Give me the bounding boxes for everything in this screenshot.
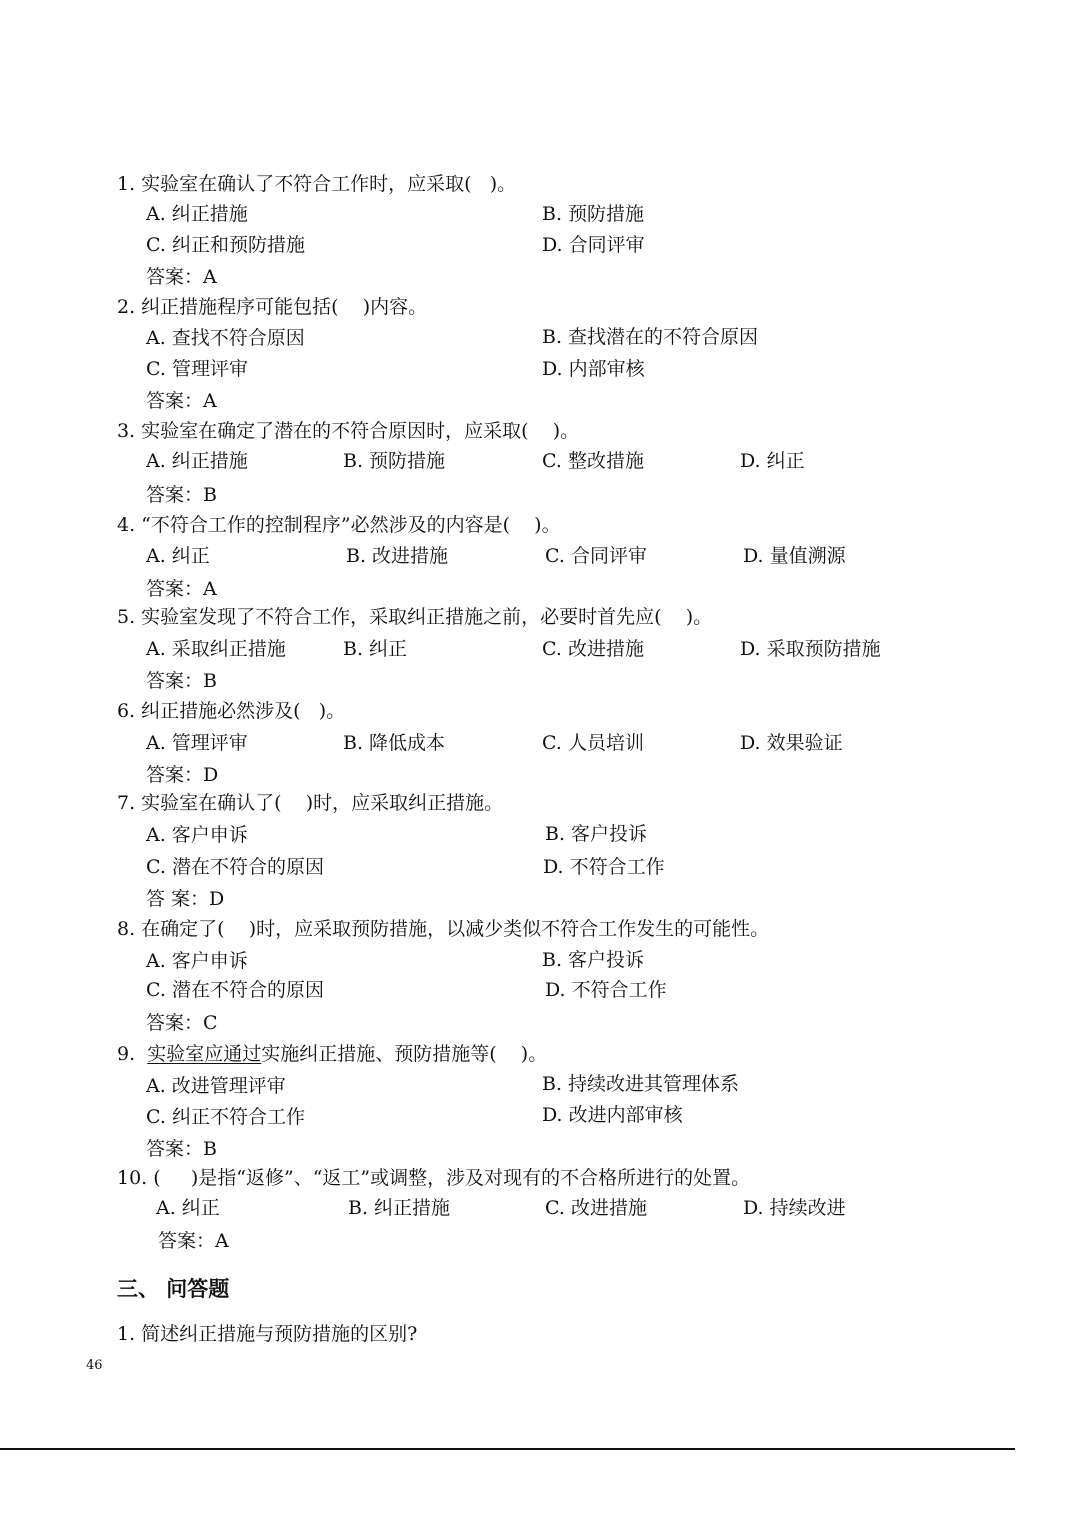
question-6-option-a: A. 管理评审 bbox=[146, 732, 248, 754]
question-4-answer: 答案：A bbox=[146, 578, 217, 600]
question-3-stem: 3. 实验室在确定了潜在的不符合原因时，应采取( )。 bbox=[117, 420, 580, 442]
question-10-answer: 答案：A bbox=[158, 1230, 229, 1252]
question-9-option-b: B. 持续改进其管理体系 bbox=[542, 1073, 740, 1095]
question-9-option-c: C. 纠正不符合工作 bbox=[146, 1106, 305, 1128]
question-2-option-c: C. 管理评审 bbox=[146, 358, 248, 380]
question-4-stem: 4. “不符合工作的控制程序”必然涉及的内容是( )。 bbox=[117, 514, 561, 536]
question-7-answer: 答 案：D bbox=[146, 888, 225, 910]
question-10-option-d: D. 持续改进 bbox=[743, 1197, 846, 1219]
question-10-option-c: C. 改进措施 bbox=[545, 1197, 647, 1219]
question-8-option-c: C. 潜在不符合的原因 bbox=[146, 979, 324, 1001]
question-3-answer: 答案：B bbox=[146, 484, 217, 506]
question-8-option-b: B. 客户投诉 bbox=[542, 949, 645, 971]
question-1-answer: 答案：A bbox=[146, 266, 217, 288]
question-1-stem: 1. 实验室在确认了不符合工作时，应采取( )。 bbox=[117, 173, 517, 195]
question-2-answer: 答案：A bbox=[146, 390, 217, 412]
question-7-option-c: C. 潜在不符合的原因 bbox=[146, 856, 324, 878]
question-6-stem: 6. 纠正措施必然涉及( )。 bbox=[117, 700, 346, 722]
question-3-option-c: C. 整改措施 bbox=[542, 450, 644, 472]
question-3-option-d: D. 纠正 bbox=[740, 450, 805, 472]
question-4-option-c: C. 合同评审 bbox=[545, 545, 647, 567]
section-heading: 三、 问答题 bbox=[117, 1277, 230, 1301]
question-4-option-a: A. 纠正 bbox=[146, 545, 210, 567]
question-8-option-a: A. 客户申诉 bbox=[146, 950, 248, 972]
question-10-option-b: B. 纠正措施 bbox=[348, 1197, 451, 1219]
question-5-option-b: B. 纠正 bbox=[343, 638, 408, 660]
question-9-stem bbox=[117, 1041, 547, 1067]
question-1-option-b: B. 预防措施 bbox=[542, 203, 645, 225]
question-3-option-b: B. 预防措施 bbox=[343, 450, 446, 472]
question-10-stem: 10. ( )是指“返修”、“返工”或调整，涉及对现有的不合格所进行的处置。 bbox=[117, 1167, 751, 1189]
question-5-stem: 5. 实验室发现了不符合工作，采取纠正措施之前，必要时首先应( )。 bbox=[117, 606, 713, 628]
question-6-answer: 答案：D bbox=[146, 764, 219, 786]
page-number: 46 bbox=[86, 1358, 103, 1373]
question-9-stem-prefix: 9. bbox=[117, 1043, 148, 1065]
question-9-stem-underlined: 实验室应通过 bbox=[147, 1043, 262, 1065]
page-bottom-rule bbox=[0, 1448, 1015, 1450]
question-5-option-d: D. 采取预防措施 bbox=[740, 638, 881, 660]
question-8-answer: 答案：C bbox=[146, 1012, 218, 1034]
question-10-option-a: A. 纠正 bbox=[156, 1197, 220, 1219]
question-9-option-a: A. 改进管理评审 bbox=[146, 1075, 286, 1097]
question-9-answer: 答案：B bbox=[146, 1138, 217, 1160]
question-7-option-a: A. 客户申诉 bbox=[146, 824, 248, 846]
question-3-option-a: A. 纠正措施 bbox=[146, 450, 248, 472]
question-4-option-d: D. 量值溯源 bbox=[743, 545, 846, 567]
question-7-option-d: D. 不符合工作 bbox=[543, 856, 665, 878]
question-5-option-c: C. 改进措施 bbox=[542, 638, 644, 660]
question-1-option-d: D. 合同评审 bbox=[542, 234, 645, 256]
question-7-option-b: B. 客户投诉 bbox=[545, 823, 648, 845]
essay-question-1: 1. 简述纠正措施与预防措施的区别? bbox=[117, 1323, 418, 1345]
question-2-option-d: D. 内部审核 bbox=[542, 358, 645, 380]
question-7-stem: 7. 实验室在确认了( )时，应采取纠正措施。 bbox=[117, 792, 504, 814]
question-9-option-d: D. 改进内部审核 bbox=[542, 1104, 683, 1126]
question-1-option-c: C. 纠正和预防措施 bbox=[146, 234, 305, 256]
question-4-option-b: B. 改进措施 bbox=[346, 545, 449, 567]
question-6-option-b: B. 降低成本 bbox=[343, 732, 446, 754]
question-5-answer: 答案：B bbox=[146, 670, 217, 692]
question-9-stem-suffix: 实施纠正措施、预防措施等( )。 bbox=[261, 1043, 548, 1065]
question-2-stem: 2. 纠正措施程序可能包括( )内容。 bbox=[117, 296, 428, 318]
question-6-option-d: D. 效果验证 bbox=[740, 732, 843, 754]
question-1-option-a: A. 纠正措施 bbox=[146, 203, 248, 225]
question-5-option-a: A. 采取纠正措施 bbox=[146, 638, 286, 660]
question-2-option-b: B. 查找潜在的不符合原因 bbox=[542, 326, 759, 348]
question-8-option-d: D. 不符合工作 bbox=[545, 979, 667, 1001]
question-6-option-c: C. 人员培训 bbox=[542, 732, 644, 754]
question-2-option-a: A. 查找不符合原因 bbox=[146, 327, 305, 349]
question-8-stem: 8. 在确定了( )时，应采取预防措施，以减少类似不符合工作发生的可能性。 bbox=[117, 918, 770, 940]
